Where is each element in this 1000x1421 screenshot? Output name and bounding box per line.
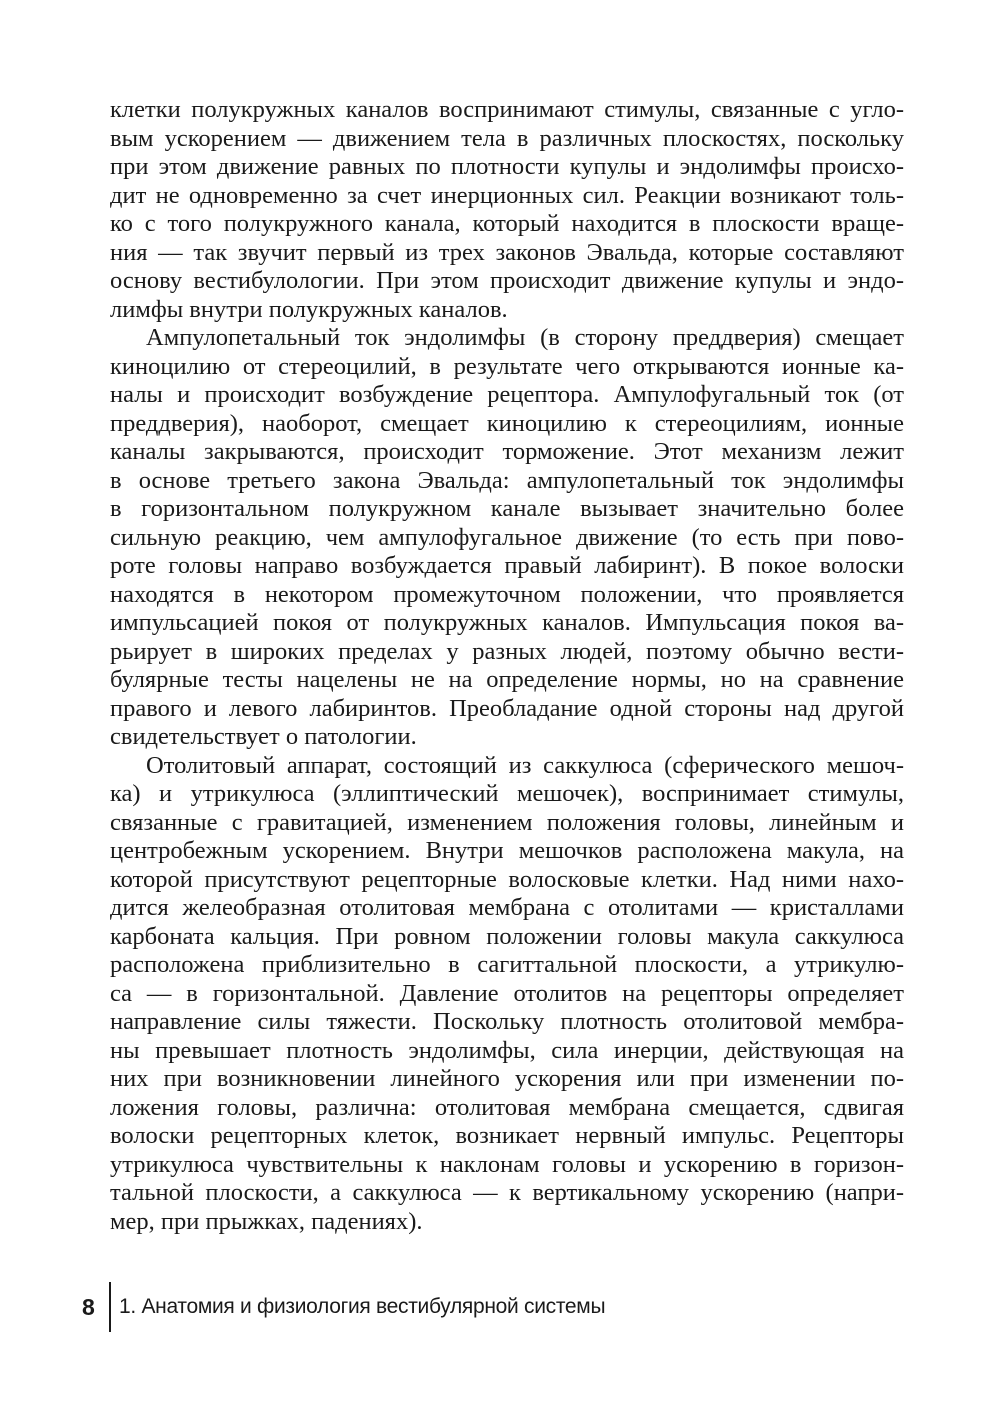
- text-line: них при возникновении линейного ускорения или при изменении по-: [110, 1065, 904, 1092]
- text-line: направление силы тяжести. Поскольку плотность отолитовой мембра-: [110, 1008, 904, 1035]
- text-line: связанные с гравитацией, изменением положения головы, линейным и: [110, 808, 904, 836]
- text-line: ко с того полукружного канала, который находится в плоскости враще-: [110, 210, 904, 237]
- page-number: 8: [82, 1294, 95, 1320]
- text-line: ны превышает плотность эндолимфы, сила инерции, действующая на: [110, 1036, 904, 1064]
- text-line: Ампулопетальный ток эндолимфы (в сторону преддверия) смещает: [146, 324, 904, 351]
- footer-divider: [109, 1282, 111, 1332]
- text-line: преддверия), наоборот, смещает киноцилию к стереоцилиям, ионные: [110, 409, 904, 437]
- text-line: рьирует в широких пределах у разных людей, поэтому обычно вести-: [110, 637, 904, 665]
- text-line: основу вестибулологии. При этом происходит движение купулы и эндо-: [110, 267, 904, 294]
- text-line: дится желеобразная отолитовая мембрана с отолитами — кристаллами: [110, 894, 904, 921]
- text-line: лимфы внутри полукружных каналов.: [110, 295, 508, 323]
- paragraph-3: [110, 752, 904, 1237]
- text-line: тальной плоскости, а саккулюса — к вертикальному ускорению (напри-: [110, 1179, 904, 1206]
- text-line: ложения головы, различна: отолитовая мембрана смещается, сдвигая: [110, 1093, 904, 1121]
- text-line: карбоната кальция. При ровном положении головы макула саккулюса: [110, 922, 904, 950]
- text-line: в горизонтальном полукружном канале вызывает значительно более: [110, 495, 904, 522]
- text-line: налы и происходит возбуждение рецептора. Ампулофугальный ток (от: [110, 381, 904, 408]
- text-line: сильную реакцию, чем ампулофугальное движение (то есть при пово-: [110, 523, 904, 551]
- running-title: 1. Анатомия и физиология вестибулярной системы: [119, 1295, 606, 1318]
- text-line: дит не одновременно за счет инерционных сил. Реакции возникают толь-: [110, 181, 904, 209]
- text-line: Отолитовый аппарат, состоящий из саккулюса (сферического мешоч-: [146, 751, 904, 779]
- text-line: при этом движение равных по плотности купулы и эндолимфы происхо-: [110, 153, 904, 180]
- text-line: импульсацией покоя от полукружных каналов. Импульсация покоя ва-: [110, 609, 904, 636]
- text-line: ка) и утрикулюса (эллиптический мешочек), воспринимает стимулы,: [110, 780, 904, 807]
- text-line: волоски рецепторных клеток, возникает нервный импульс. Рецепторы: [110, 1122, 904, 1149]
- text-line: мер, при прыжках, падениях).: [110, 1207, 423, 1235]
- text-line: булярные тесты нацелены не на определение нормы, но на сравнение: [110, 666, 904, 693]
- body-text: [110, 96, 904, 1236]
- text-line: находятся в некотором промежуточном положении, что проявляется: [110, 580, 904, 608]
- page-footer: [82, 1282, 882, 1332]
- text-line: утрикулюса чувствительны к наклонам головы и ускорению в горизон-: [110, 1150, 904, 1178]
- text-line: расположена приблизительно в сагиттальной плоскости, а утрикулю-: [110, 951, 904, 978]
- page-body: [110, 96, 904, 1236]
- text-line: которой присутствуют рецепторные волосковые клетки. Над ними нахо-: [110, 865, 904, 893]
- text-line: клетки полукружных каналов воспринимают стимулы, связанные с угло-: [110, 96, 904, 123]
- text-line: вым ускорением — движением тела в различных плоскостях, поскольку: [110, 124, 904, 152]
- text-line: каналы закрываются, происходит торможение. Этот механизм лежит: [110, 438, 904, 465]
- text-line: ния — так звучит первый из трех законов Эвальда, которые составляют: [110, 238, 904, 266]
- text-line: киноцилию от стереоцилий, в результате чего открываются ионные ка-: [110, 352, 904, 380]
- text-line: центробежным ускорением. Внутри мешочков расположена макула, на: [110, 837, 904, 864]
- paragraph-1: [110, 96, 904, 324]
- paragraph-2: [110, 324, 904, 752]
- text-line: в основе третьего закона Эвальда: ампулопетальный ток эндолимфы: [110, 466, 904, 494]
- text-line: правого и левого лабиринтов. Преобладание одной стороны над другой: [110, 694, 904, 722]
- text-line: роте головы направо возбуждается правый лабиринт). В покое волоски: [110, 552, 904, 579]
- text-line: свидетельствует о патологии.: [110, 723, 417, 750]
- text-line: са — в горизонтальной. Давление отолитов на рецепторы определяет: [110, 979, 904, 1007]
